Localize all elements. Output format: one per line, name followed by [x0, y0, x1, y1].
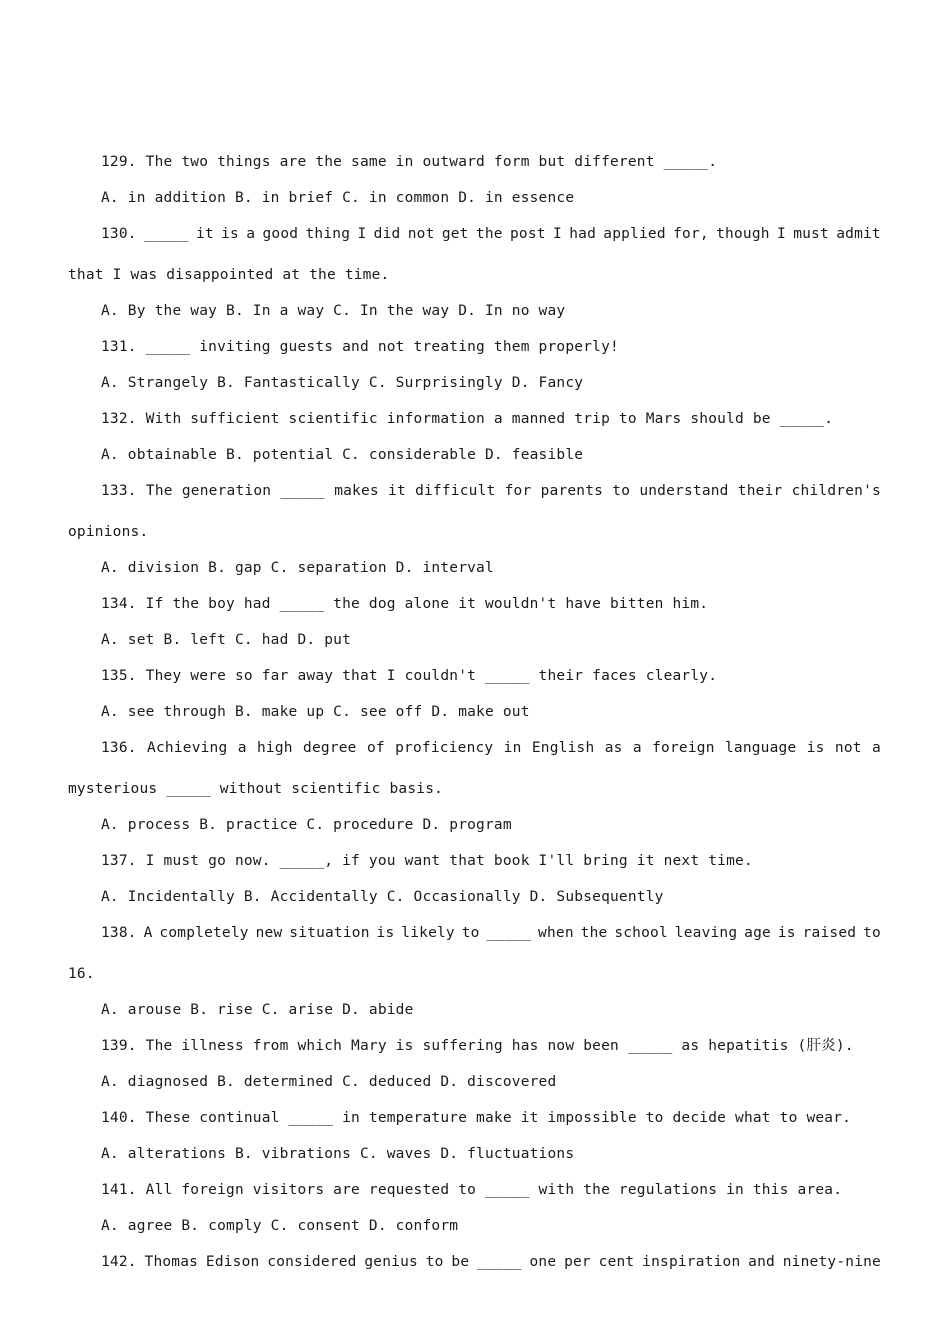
question-133-line1 [101, 481, 881, 501]
options-129: A. in addition B. in brief C. in common D. in essence [101, 190, 575, 206]
question-137: 137. I must go now. _____, if you want that book I'll bring it next time. [101, 853, 753, 869]
word: 130. [101, 226, 137, 242]
word: per [564, 1254, 591, 1270]
word: inspiration [642, 1254, 741, 1270]
word: applied [603, 226, 666, 242]
word: it [195, 226, 214, 242]
word: 138. [101, 925, 137, 941]
word: a [237, 740, 247, 756]
word: a [872, 740, 881, 756]
word: I [552, 226, 562, 242]
word: must [793, 226, 829, 242]
word: thing [305, 226, 351, 242]
word: to [461, 925, 480, 941]
word: new [255, 925, 283, 941]
word: ninety-nine [782, 1254, 881, 1270]
word: difficult [415, 483, 496, 499]
word: is [806, 740, 825, 756]
question-142-line1 [101, 1252, 881, 1272]
word: is [221, 226, 239, 242]
word: _____ [144, 226, 189, 242]
word: children's [791, 483, 881, 499]
options-136: A. process B. practice C. procedure D. program [101, 817, 512, 833]
word: their [737, 483, 783, 499]
word: Edison [205, 1254, 260, 1270]
word: language [724, 740, 797, 756]
word: though [716, 226, 770, 242]
word: good [262, 226, 299, 242]
options-133: A. division B. gap C. separation D. interval [101, 560, 494, 576]
word: the [475, 226, 503, 242]
options-130: A. By the way B. In a way C. In the way D. In no way [101, 303, 566, 319]
word: _____ [280, 483, 326, 499]
question-133-line2: opinions. [68, 524, 149, 540]
word: a [632, 740, 642, 756]
word: to [612, 483, 631, 499]
word: the [580, 925, 608, 941]
word: and [748, 1254, 775, 1270]
word: degree [303, 740, 357, 756]
word: one [529, 1254, 557, 1270]
word: raised [802, 925, 857, 941]
word: A [143, 925, 153, 941]
word: admit [836, 226, 881, 242]
question-141: 141. All foreign visitors are requested to _____ with the regulations in this area. [101, 1182, 843, 1198]
word: school [614, 925, 668, 941]
word: when [538, 925, 574, 941]
word: Thomas [144, 1254, 199, 1270]
word: leaving [674, 925, 738, 941]
word: English [531, 740, 595, 756]
word: I [357, 226, 367, 242]
question-131: 131. _____ inviting guests and not treating them properly! [101, 339, 619, 355]
word: be [451, 1254, 470, 1270]
options-135: A. see through B. make up C. see off D. make out [101, 704, 530, 720]
word: _____ [486, 925, 532, 941]
word: cent [598, 1254, 635, 1270]
word: generation [181, 483, 272, 499]
word: likely [401, 925, 455, 941]
word: it [388, 483, 406, 499]
word: foreign [652, 740, 715, 756]
question-139: 139. The illness from which Mary is suffering has now been _____ as hepatitis (肝炎). [101, 1038, 854, 1054]
word: The [145, 483, 173, 499]
options-131: A. Strangely B. Fantastically C. Surprisingly D. Fancy [101, 375, 584, 391]
word: 133. [101, 483, 137, 499]
word: understand [639, 483, 729, 499]
options-139: A. diagnosed B. determined C. deduced D. discovered [101, 1074, 557, 1090]
options-137: A. Incidentally B. Accidentally C. Occasionally D. Subsequently [101, 889, 664, 905]
options-141: A. agree B. comply C. consent D. conform [101, 1218, 459, 1234]
options-138: A. arouse B. rise C. arise D. abide [101, 1002, 414, 1018]
word: considered [267, 1254, 357, 1270]
word: of [366, 740, 385, 756]
word: is [777, 925, 796, 941]
word: Achieving [147, 740, 228, 756]
options-132: A. obtainable B. potential C. considerable D. feasible [101, 447, 584, 463]
word: I [776, 226, 786, 242]
word: high [256, 740, 293, 756]
word: _____ [477, 1254, 522, 1270]
word: genius [364, 1254, 418, 1270]
word: did [373, 226, 401, 242]
question-136-line2: mysterious _____ without scientific basis. [68, 781, 444, 797]
word: had [569, 226, 596, 242]
word: proficiency [395, 740, 494, 756]
word: parents [540, 483, 604, 499]
word: for, [673, 226, 709, 242]
word: age [744, 925, 771, 941]
options-134: A. set B. left C. had D. put [101, 632, 352, 648]
word: completely [159, 925, 249, 941]
question-130-line2: that I was disappointed at the time. [68, 267, 390, 283]
word: a [246, 226, 256, 242]
question-140: 140. These continual _____ in temperature make it impossible to decide what to wear. [101, 1110, 852, 1126]
question-138-line1 [101, 923, 881, 943]
word: post [509, 226, 546, 242]
word: is [376, 925, 395, 941]
question-135: 135. They were so far away that I couldn't _____ their faces clearly. [101, 668, 718, 684]
question-129: 129. The two things are the same in outward form but different _____. [101, 154, 718, 170]
word: to [425, 1254, 444, 1270]
word: not [834, 740, 862, 756]
question-134: 134. If the boy had _____ the dog alone it wouldn't have bitten him. [101, 596, 709, 612]
question-132: 132. With sufficient scientific information a manned trip to Mars should be _____. [101, 411, 834, 427]
word: 142. [101, 1254, 137, 1270]
question-138-line2: 16. [68, 966, 95, 982]
word: situation [289, 925, 370, 941]
word: makes [334, 483, 379, 499]
question-136-line1 [101, 738, 881, 758]
word: not [407, 226, 435, 242]
word: 136. [101, 740, 137, 756]
word: in [503, 740, 522, 756]
word: to [863, 925, 881, 941]
options-140: A. alterations B. vibrations C. waves D. fluctuations [101, 1146, 575, 1162]
question-130-line1 [101, 224, 881, 244]
word: get [441, 226, 469, 242]
word: as [604, 740, 623, 756]
word: for [504, 483, 532, 499]
